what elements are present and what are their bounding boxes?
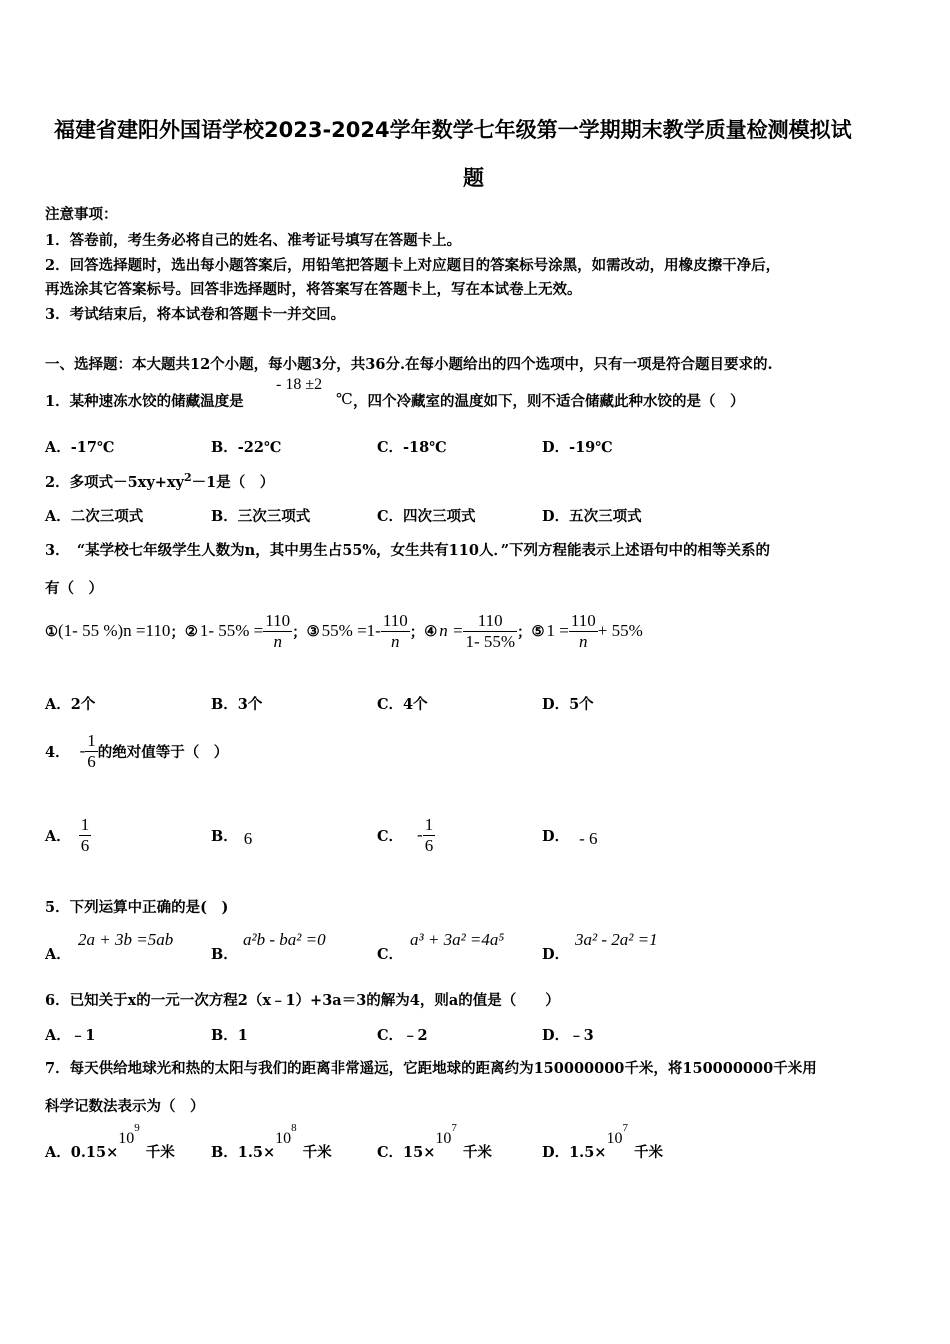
- q4-stem-text: 的绝对值等于（ ）: [97, 743, 229, 761]
- q2-option-b: B．三次三项式: [211, 508, 311, 525]
- q1-option-b: B．-22℃: [211, 439, 282, 456]
- q5-option-b: a²b - ba² =0: [243, 930, 326, 949]
- q4-option-a: A． $\frac{1}{6}$: [45, 814, 90, 855]
- q3-eq2-fraction: $\frac{110}{n}$: [265, 610, 291, 651]
- notice-item-3: 3．考试结束后，将本试卷和答题卡一并交回。: [45, 306, 346, 323]
- q4-minus: -: [79, 741, 86, 760]
- q4-option-d: D． - 6: [542, 827, 598, 848]
- q3-option-c: C．4个: [377, 696, 428, 713]
- q1-option-d: D．-19℃: [542, 439, 613, 456]
- q1-expr: - 18 ±2: [276, 376, 323, 393]
- q1-option-c: C．-18℃: [377, 439, 447, 456]
- q3-eq3-left: 55% =1-: [321, 621, 381, 640]
- q4-option-c: C． - $\frac{1}{6}$: [377, 814, 434, 855]
- q6-option-c: C．﹣2: [377, 1027, 428, 1044]
- q3-stem-line-1: 3． “某学校七年级学生人数为n，其中男生占55%，女生共有110人．”下列方程能表示上述语句中的相等关系的: [45, 542, 771, 559]
- q7-option-b: B．$1.5\times 10^8$千米: [211, 1121, 332, 1161]
- q3-eq5-right: + 55%: [597, 621, 643, 640]
- q5-stem: 5．下列运算中正确的是( ): [45, 899, 229, 916]
- q4-option-b: B． 6: [211, 827, 253, 848]
- q2-option-c: C．四次三项式: [377, 508, 476, 525]
- q3-option-d: D．5个: [542, 696, 594, 713]
- q1-option-a: A．-17℃: [45, 439, 115, 456]
- q6-option-d: D．﹣3: [542, 1027, 594, 1044]
- q5-label-a: A．: [45, 946, 71, 963]
- title-line-1: 福建省建阳外国语学校2023-2024学年数学七年级第一学期期末教学质量检测模拟试: [54, 118, 852, 142]
- notice-item-2b: 再选涂其它答案标号。回答非选择题时，将答案写在答题卡上，写在本试卷上无效。: [45, 281, 582, 298]
- notice-item-2a: 2．回答选择题时，选出每小题答案后，用铅笔把答题卡上对应题目的答案标号涂黑，如需改动，用橡皮擦干净后，: [45, 257, 781, 274]
- q3-eq1-mark: ①: [45, 622, 58, 640]
- q3-eq5-left: 1 =: [546, 621, 569, 640]
- q1-unit: ℃: [336, 392, 353, 408]
- q7-option-c: C．$15\times 10^7$千米: [377, 1121, 492, 1161]
- q7-option-d: D．$1.5\times 10^7$千米: [542, 1121, 663, 1161]
- title-line-2: 题: [463, 166, 484, 190]
- q2-option-a: A．二次三项式: [45, 508, 144, 525]
- q6-stem: 6．已知关于x的一元一次方程2（x﹣1）+3a＝3的解为4，则a的值是（ ）: [45, 992, 560, 1009]
- q3-eq2-left: 1- 55% =: [199, 621, 264, 640]
- q7-option-a: A．$0.15\times 10^9$千米: [45, 1121, 175, 1161]
- notice-item-1: 1．答卷前，考生务必将自己的姓名、准考证号填写在答题卡上。: [45, 232, 462, 249]
- q6-option-b: B．1: [211, 1027, 248, 1044]
- q3-eq2-mark: ②: [184, 622, 198, 640]
- q2-option-d: D．五次三项式: [542, 508, 642, 525]
- q3-option-b: B．3个: [211, 696, 263, 713]
- q4-fraction: $\frac{1}{6}$: [87, 730, 96, 771]
- q3-sep: ；: [292, 623, 307, 641]
- q3-equations: [45, 608, 643, 654]
- q5-label-d: D．: [542, 946, 570, 963]
- q3-sep: ；: [170, 623, 185, 641]
- q5-option-d: 3a² - 2a² =1: [575, 930, 658, 949]
- q3-option-a: A．2个: [45, 696, 96, 713]
- q3-eq5-mark: ⑤: [531, 622, 545, 640]
- q3-eq1: (1- 55 %)n =110: [58, 621, 171, 640]
- q3-sep: ；: [517, 623, 532, 641]
- q7-stem-line-2: 科学记数法表示为（ ）: [45, 1098, 205, 1115]
- q3-sep: ；: [409, 623, 425, 641]
- q5-label-c: C．: [377, 946, 404, 963]
- q7-stem-line-1: 7．每天供给地球光和热的太阳与我们的距离非常遥远，它距地球的距离约为150000000千米，将150000000千米用: [45, 1060, 817, 1077]
- q2-stem: 2．多项式$-5xy+xy^2-1$是（ ）: [45, 471, 275, 491]
- q1-stem-post: ，四个冷藏室的温度如下，则不适合储藏此种水饺的是（ ）: [353, 393, 745, 410]
- q3-eq4-fraction: $\frac{110}{1- 55\%}$: [465, 610, 516, 651]
- q3-eq3-mark: ③: [306, 622, 320, 640]
- q6-option-a: A．﹣1: [45, 1027, 96, 1044]
- q5-option-c: a³ + 3a² =4a⁵: [410, 930, 505, 949]
- q5-option-a: 2a + 3b =5ab: [78, 930, 174, 949]
- q3-eq4-left: n =: [439, 621, 464, 640]
- q3-stem-line-2: 有（ ）: [45, 580, 103, 597]
- q5-label-b: B．: [211, 946, 238, 963]
- notice-heading: 注意事项：: [45, 206, 118, 223]
- q3-eq5-fraction: $\frac{110}{n}$: [570, 610, 596, 651]
- q1-stem-pre: 1．某种速冻水饺的储藏温度是: [45, 393, 244, 410]
- section-heading: 一、选择题：本大题共12个小题，每小题3分，共36分.在每小题给出的四个选项中，只有一项是符合题目要求的.: [45, 356, 773, 373]
- q3-eq3-fraction: $\frac{110}{n}$: [382, 610, 408, 651]
- q4-number: 4．: [45, 743, 70, 761]
- q3-eq4-mark: ④: [424, 622, 438, 640]
- q4-stem: [45, 728, 228, 774]
